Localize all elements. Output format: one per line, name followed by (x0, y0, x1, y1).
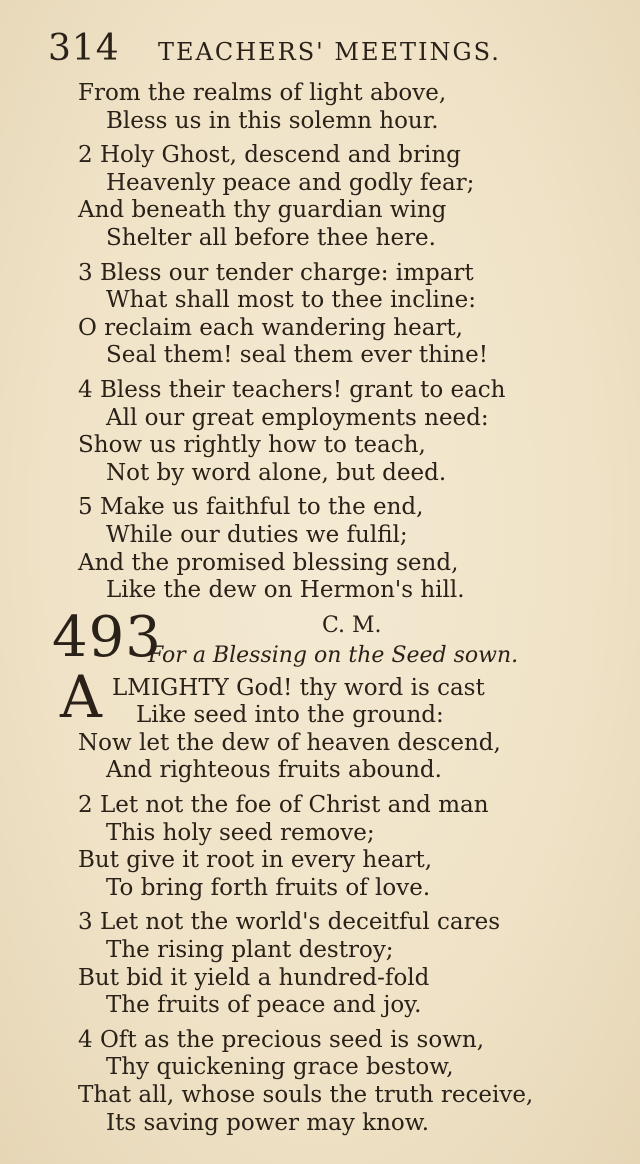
verse (78, 494, 618, 604)
continued-verse (78, 80, 618, 135)
verse-line: 2 Let not the foe of Christ and man (78, 792, 489, 819)
verse-line: What shall most to thee incline: (106, 287, 477, 314)
page-body (52, 80, 618, 1137)
verse (78, 377, 618, 487)
verse-line: 5 Make us faithful to the end, (78, 494, 424, 521)
running-title: TEACHERS' MEETINGS. (158, 38, 501, 66)
verse (78, 909, 618, 1019)
verse-line: 3 Bless our tender charge: impart (78, 259, 474, 286)
verse-line: But give it root in every heart, (78, 847, 433, 874)
verse (60, 662, 618, 785)
drop-cap: A (60, 662, 102, 731)
hymn-number: 493 (52, 604, 162, 670)
verse-line: Show us rightly how to teach, (78, 432, 426, 459)
verse-line: All our great employments need: (106, 404, 489, 431)
verse-line: While our duties we fulfil; (106, 521, 408, 548)
verse-line: The rising plant destroy; (106, 937, 394, 964)
verse (78, 142, 618, 252)
verse-line: Thy quickening grace bestow, (106, 1054, 454, 1081)
hymn-meter: C. M. (322, 612, 382, 638)
verse-line: Shelter all before thee here. (106, 224, 436, 251)
verse-line: And righteous fruits abound. (106, 757, 442, 784)
verse-line: Heavenly peace and godly fear; (106, 169, 475, 196)
hymn-heading (52, 604, 618, 675)
verse-line: 4 Bless their teachers! grant to each (78, 376, 506, 403)
verse-line: Now let the dew of heaven descend, (78, 729, 501, 756)
verse-line: 3 Let not the world's deceitful cares (78, 909, 501, 936)
hymn-occasion: For a Blessing on the Seed sown. (148, 642, 519, 668)
verse-line: Bless us in this solemn hour. (106, 107, 439, 134)
verse-line: Not by word alone, but deed. (106, 459, 447, 486)
verse-line: Like seed into the ground: (136, 702, 444, 729)
verse-line: Its saving power may know. (106, 1109, 430, 1136)
verse (78, 260, 618, 370)
verse-line: 2 Holy Ghost, descend and bring (78, 142, 461, 169)
verse-line: Like the dew on Hermon's hill. (106, 577, 465, 604)
verse-line: And the promised blessing send, (78, 549, 459, 576)
verse-line: Seal them! seal them ever thine! (106, 342, 488, 369)
verse-line: 4 Oft as the precious seed is sown, (78, 1026, 485, 1053)
page-header (48, 28, 608, 72)
verse-line: LMIGHTY God! thy word is cast (112, 674, 485, 701)
verse-line: And beneath thy guardian wing (78, 197, 447, 224)
verse-line: But bid it yield a hundred-fold (78, 964, 430, 991)
verse (78, 1027, 618, 1137)
verse-line: To bring forth fruits of love. (106, 874, 431, 901)
verse-line: O reclaim each wandering heart, (78, 314, 463, 341)
verse (78, 792, 618, 902)
verse-line: That all, whose souls the truth receive, (78, 1082, 534, 1108)
verse-line: The fruits of peace and joy. (106, 992, 422, 1019)
page-number: 314 (48, 28, 120, 69)
verse-line: From the realms of light above, (78, 80, 447, 106)
verse-line: This holy seed remove; (106, 819, 375, 846)
